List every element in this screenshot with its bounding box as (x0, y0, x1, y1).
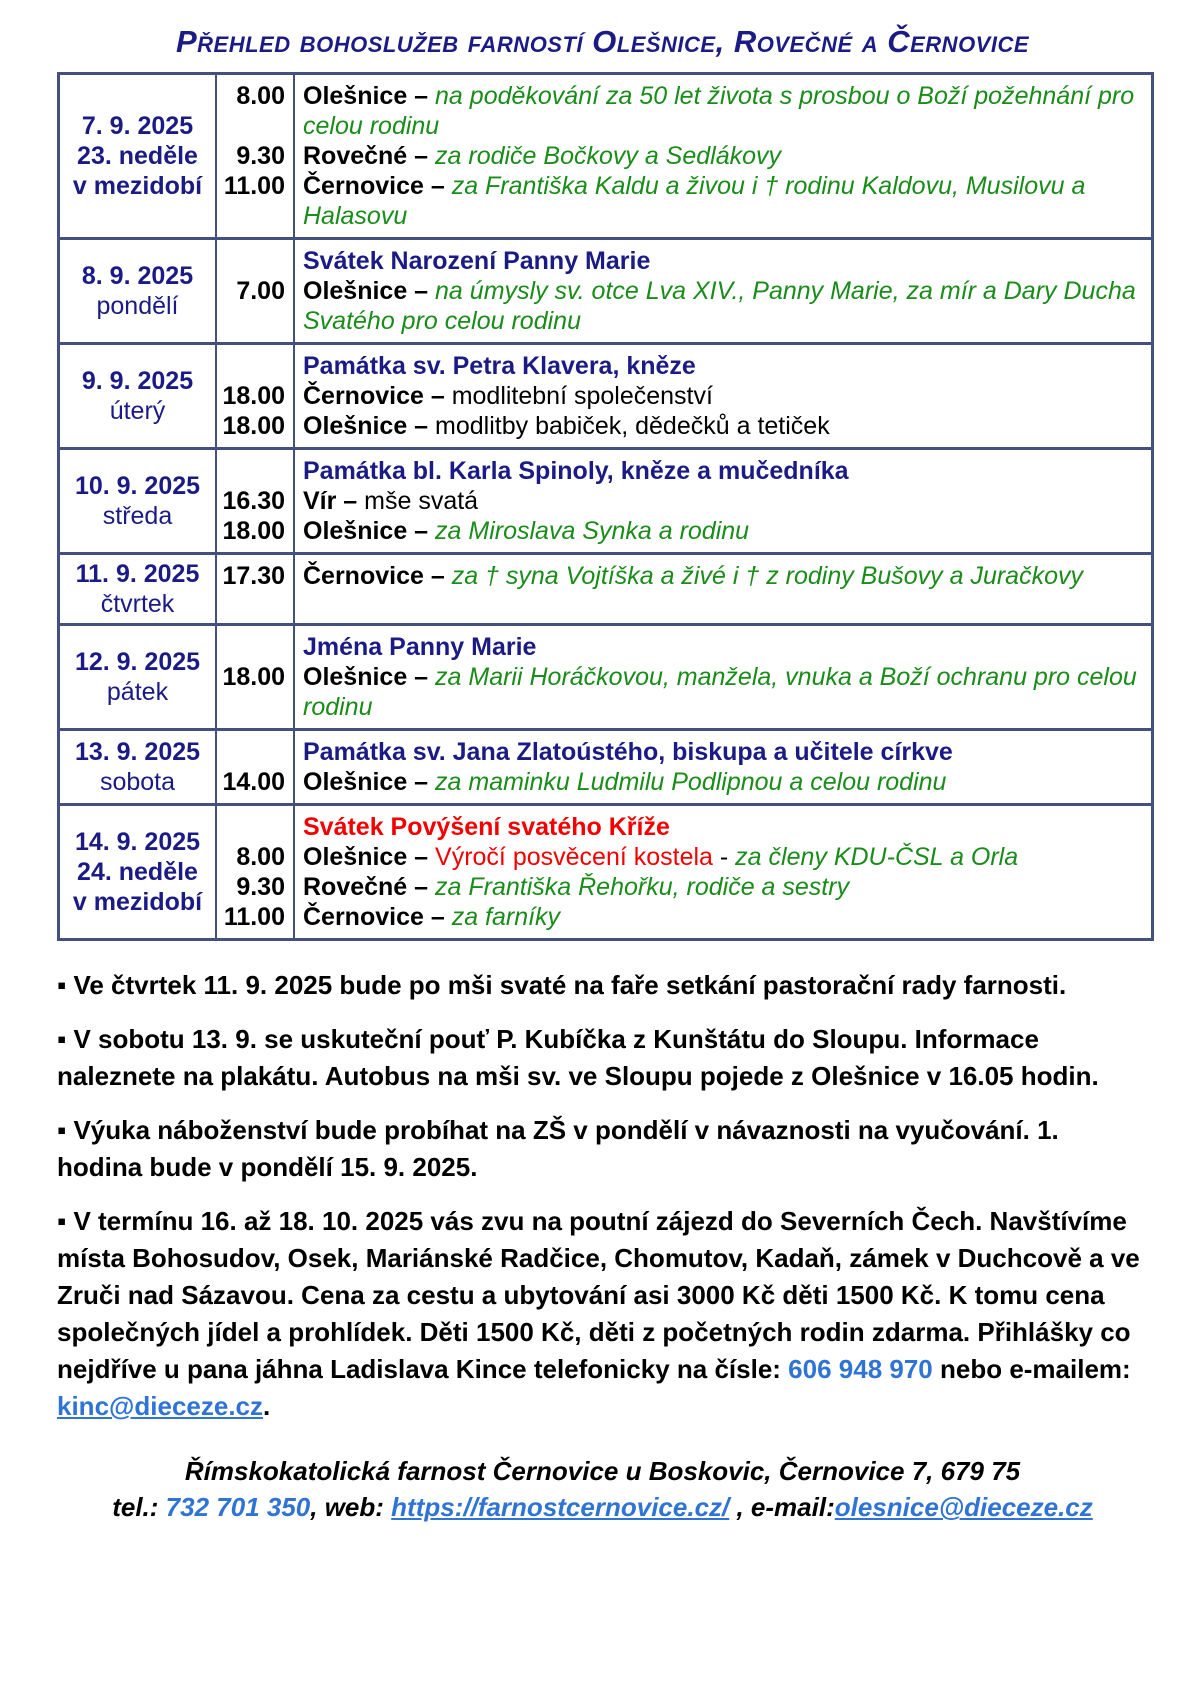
service-line (217, 872, 1151, 902)
phone-number: 606 948 970 (788, 1354, 933, 1384)
text-segment: Vír (303, 487, 337, 515)
text-segment: za Františka Řehořku, rodiče a sestry (435, 873, 850, 901)
text-segment: Svátek Povýšení svatého Kříže (303, 813, 670, 841)
service-line (217, 81, 1151, 141)
service-text (293, 737, 1151, 767)
footer-parish-line: Římskokatolická farnost Černovice u Boskovic, Černovice 7, 679 75 (184, 1456, 1021, 1486)
footer-contact-line (57, 1489, 1148, 1525)
announcement (57, 1021, 1148, 1095)
text-segment: mše svatá (364, 487, 479, 515)
date-line: 12. 9. 2025 (74, 648, 201, 676)
text-segment: nebo e-mailem: (932, 1354, 1131, 1384)
schedule-row (60, 75, 1151, 237)
text-segment: – (423, 562, 452, 590)
schedule-row (60, 342, 1151, 447)
services-cell (217, 626, 1151, 728)
service-text (293, 411, 1151, 441)
phone-number: 732 701 350 (165, 1492, 311, 1522)
column-divider (293, 806, 295, 938)
time-cell: 17.30 (222, 562, 285, 590)
service-line (217, 246, 1151, 276)
date-cell (60, 450, 217, 552)
service-text (293, 767, 1151, 797)
time-cell: 9.30 (236, 142, 285, 170)
date-line: v mezidobí (72, 172, 203, 200)
text-segment: – (407, 663, 436, 691)
text-segment: – (336, 487, 365, 515)
service-text (293, 141, 1151, 171)
service-text (293, 246, 1151, 276)
service-line (217, 561, 1151, 591)
services-cell (217, 555, 1151, 623)
services-cell (217, 75, 1151, 237)
announcement (57, 967, 1148, 1004)
service-line (217, 456, 1151, 486)
text-segment: , web: (310, 1492, 392, 1522)
text-segment: na úmysly sv. otce Lva XIV., Panny Marie, za mír a Dary Ducha Svatého pro celou rodinu (303, 277, 1136, 335)
date-line: středa (102, 502, 173, 530)
date-line: 23. neděle (77, 142, 198, 170)
time-cell: 8.00 (236, 843, 285, 871)
service-text (293, 276, 1151, 336)
text-segment: Černovice (303, 172, 424, 200)
service-line (217, 662, 1151, 722)
text-segment: za rodiče Bočkovy a Sedlákovy (435, 142, 782, 170)
text-segment: za členy KDU-ČSL a Orla (735, 843, 1019, 871)
date-cell (60, 731, 217, 803)
service-line (217, 381, 1151, 411)
service-text (293, 456, 1151, 486)
schedule-row (60, 447, 1151, 552)
schedule-table (57, 72, 1154, 941)
text-segment: Památka sv. Jana Zlatoústého, biskupa a učitele církve (303, 738, 953, 766)
text-segment: Černovice (303, 382, 424, 410)
email-kinc-link[interactable]: kinc@dieceze.cz (57, 1391, 264, 1421)
service-text (293, 81, 1151, 141)
text-segment: za Miroslava Synka a rodinu (435, 517, 750, 545)
column-divider (293, 75, 295, 237)
text-segment: ▪ V sobotu 13. 9. se uskuteční pouť P. Kubíčka z Kunštátu do Sloupu. Informace naleznete na plakátu. Autobus na mši sv. ve Sloupu pojede z Olešnice v 16.05 hodin. (57, 1024, 1099, 1091)
text-segment: . (263, 1391, 271, 1421)
date-line: 8. 9. 2025 (81, 262, 194, 290)
text-segment: Černovice (303, 903, 424, 931)
service-line (217, 411, 1151, 441)
text-segment: za farníky (451, 903, 561, 931)
date-line: pondělí (96, 292, 179, 320)
time-cell: 11.00 (223, 903, 285, 931)
date-line: čtvrtek (100, 590, 175, 618)
service-line (217, 351, 1151, 381)
service-text (293, 561, 1151, 591)
text-segment: – (407, 82, 436, 110)
schedule-table-body (60, 75, 1151, 938)
service-line (217, 842, 1151, 872)
schedule-row (60, 623, 1151, 728)
text-segment: Rovečné (303, 142, 408, 170)
text-segment: Olešnice (303, 768, 408, 796)
services-cell (217, 731, 1151, 803)
text-segment: ▪ Výuka náboženství bude probíhat na ZŠ v pondělí v návaznosti na vyučování. 1. hodina bude v pondělí 15. 9. 2025. (57, 1115, 1059, 1182)
schedule-row (60, 728, 1151, 803)
schedule-row (60, 237, 1151, 342)
service-text (293, 171, 1151, 231)
text-segment: , e-mail: (729, 1492, 835, 1522)
service-text (293, 662, 1151, 722)
text-segment: - (712, 843, 736, 871)
date-cell (60, 626, 217, 728)
text-segment: – (423, 903, 452, 931)
column-divider (293, 626, 295, 728)
date-line: 10. 9. 2025 (74, 472, 201, 500)
service-text (293, 381, 1151, 411)
service-text (293, 516, 1151, 546)
date-line: úterý (109, 397, 166, 425)
date-line: 24. neděle (77, 858, 198, 886)
text-segment: modlitby babiček, dědečků a tetiček (435, 412, 830, 440)
text-segment: – (407, 142, 436, 170)
text-segment: tel.: (112, 1492, 166, 1522)
time-cell: 18.00 (222, 412, 285, 440)
text-segment: ▪ Ve čtvrtek 11. 9. 2025 bude po mši svaté na faře setkání pastorační rady farnosti. (57, 970, 1067, 1000)
text-segment: za Františka Kaldu a živou i † rodinu Kaldovu, Musilovu a Halasovu (303, 172, 1086, 230)
text-segment: – (407, 873, 436, 901)
service-text (293, 351, 1151, 381)
date-cell (60, 240, 217, 342)
services-cell (217, 806, 1151, 938)
text-segment: Olešnice (303, 277, 408, 305)
service-text (293, 872, 1151, 902)
text-segment: za Marii Horáčkovou, manžela, vnuka a Boží ochranu pro celou rodinu (303, 663, 1137, 721)
time-cell: 8.00 (236, 82, 285, 110)
text-segment: Památka sv. Petra Klavera, kněze (303, 352, 696, 380)
service-line (217, 276, 1151, 336)
text-segment: Olešnice (303, 517, 408, 545)
text-segment: Výročí posvěcení kostela (435, 843, 713, 871)
text-segment: Černovice (303, 562, 424, 590)
service-line (217, 171, 1151, 231)
schedule-row (60, 803, 1151, 938)
column-divider (293, 555, 295, 623)
column-divider (293, 731, 295, 803)
schedule-row (60, 552, 1151, 623)
date-line: sobota (99, 768, 176, 796)
text-segment: za † syna Vojtíška a živé i † z rodiny Bušovy a Juračkovy (451, 562, 1083, 590)
text-segment: – (407, 412, 436, 440)
text-segment: Olešnice (303, 412, 408, 440)
service-line (217, 486, 1151, 516)
web-link[interactable]: https://farnostcernovice.cz/ (391, 1492, 730, 1522)
service-line (217, 516, 1151, 546)
time-cell: 7.00 (236, 277, 285, 305)
service-text (293, 812, 1151, 842)
service-text (293, 632, 1151, 662)
text-segment: – (407, 843, 436, 871)
date-cell (60, 75, 217, 237)
text-segment: Svátek Narození Panny Marie (303, 247, 651, 275)
announcements-section (57, 967, 1148, 1425)
service-text (293, 486, 1151, 516)
service-line (217, 902, 1151, 932)
time-cell: 18.00 (222, 663, 285, 691)
services-cell (217, 240, 1151, 342)
text-segment: Jména Panny Marie (303, 633, 537, 661)
time-cell: 18.00 (222, 517, 285, 545)
date-cell (60, 806, 217, 938)
services-cell (217, 345, 1151, 447)
text-segment: na poděkování za 50 let života s prosbou o Boží požehnání pro celou rodinu (303, 82, 1135, 140)
date-line: pátek (106, 678, 169, 706)
column-divider (293, 345, 295, 447)
service-line (217, 632, 1151, 662)
services-cell (217, 450, 1151, 552)
service-line (217, 737, 1151, 767)
service-line (217, 767, 1151, 797)
date-cell (60, 345, 217, 447)
date-line: 7. 9. 2025 (81, 112, 194, 140)
text-segment: Rovečné (303, 873, 408, 901)
announcement (57, 1203, 1148, 1425)
date-line: 11. 9. 2025 (75, 560, 200, 588)
text-segment: Olešnice (303, 843, 408, 871)
announcement (57, 1112, 1148, 1186)
text-segment: ▪ V termínu 16. až 18. 10. 2025 vás zvu na poutní zájezd do Severních Čech. Navštívíme místa Bohosudov, Osek, Mariánské Radčice, Chomutov, Kadaň, zámek v Duchcově a ve Zruči nad Sázavou. Cena za cestu a ubytování asi 3000 Kč děti 1500 Kč. K tomu cena společných jídel a prohlídek. Děti 1500 Kč, děti z početných rodin zdarma. Přihlášky co nejdříve u pana jáhna Ladislava Kince telefonicky na čísle: (57, 1206, 1140, 1384)
text-segment: Památka bl. Karla Spinoly, kněze a mučedníka (303, 457, 849, 485)
date-line: v mezidobí (72, 888, 203, 916)
date-cell (60, 555, 217, 623)
text-segment: – (407, 768, 436, 796)
text-segment: – (423, 382, 452, 410)
service-text (293, 842, 1151, 872)
service-line (217, 141, 1151, 171)
footer (57, 1453, 1148, 1525)
text-segment: Olešnice (303, 82, 408, 110)
date-line: 9. 9. 2025 (81, 367, 194, 395)
time-cell: 11.00 (223, 172, 285, 200)
time-cell: 9.30 (236, 873, 285, 901)
service-text (293, 902, 1151, 932)
date-line: 14. 9. 2025 (74, 828, 201, 856)
service-line (217, 812, 1151, 842)
column-divider (293, 450, 295, 552)
time-cell: 14.00 (222, 768, 285, 796)
text-segment: – (407, 517, 436, 545)
text-segment: modlitební společenství (451, 382, 713, 410)
time-cell: 16.30 (222, 487, 285, 515)
text-segment: Olešnice (303, 663, 408, 691)
text-segment: – (423, 172, 452, 200)
date-line: 13. 9. 2025 (74, 738, 201, 766)
column-divider (293, 240, 295, 342)
email-olesnice-link[interactable]: olesnice@dieceze.cz (834, 1492, 1093, 1522)
time-cell: 18.00 (222, 382, 285, 410)
text-segment: za maminku Ludmilu Podlipnou a celou rodinu (435, 768, 947, 796)
page-title: Přehled bohoslužeb farností Olešnice, Rovečné a Černovice (175, 24, 1030, 59)
text-segment: – (407, 277, 436, 305)
